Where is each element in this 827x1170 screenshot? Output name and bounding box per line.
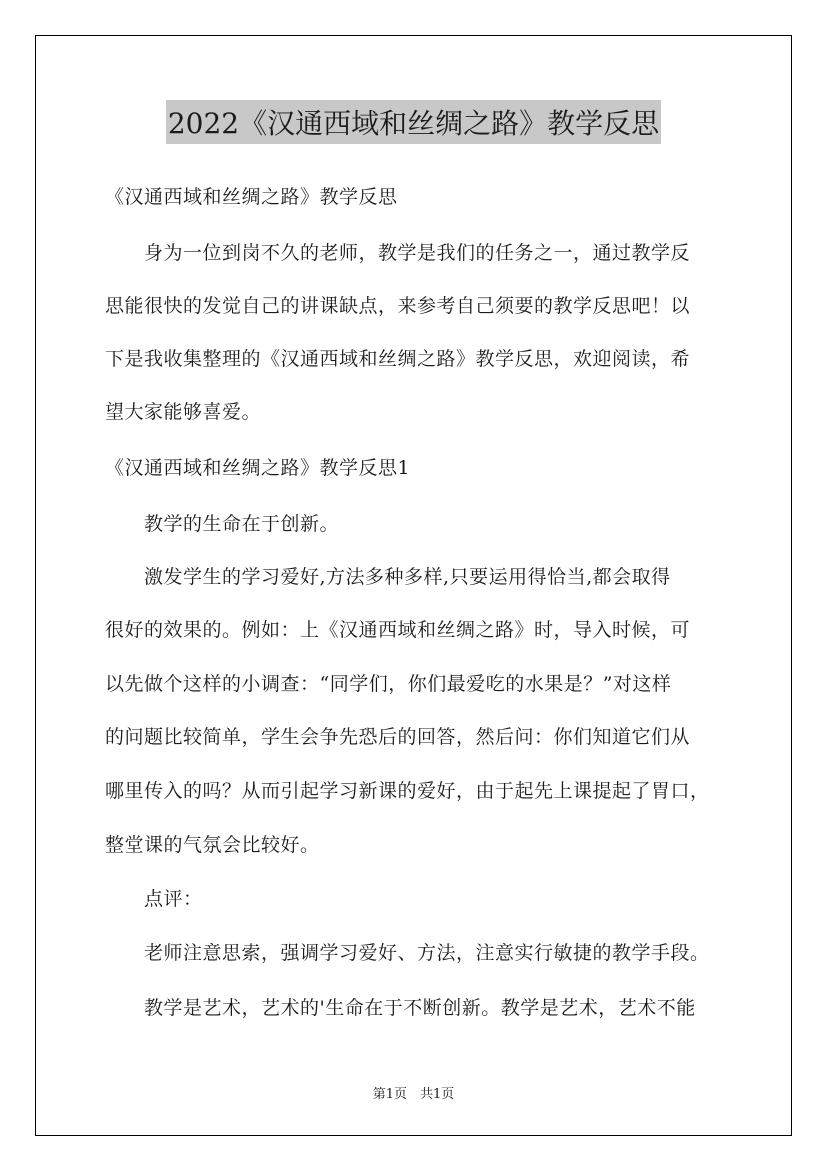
document-title: 2022《汉通西域和丝绸之路》教学反思	[166, 100, 661, 144]
text-line: 身为一位到岗不久的老师，教学是我们的任务之一，通过教学反	[105, 242, 691, 264]
text-line: 激发学生的学习爱好,方法多种多样,只要运用得恰当,都会取得	[105, 566, 671, 588]
text-line: 点评：	[105, 888, 203, 910]
title-container	[0, 100, 827, 144]
text-line: 教学是艺术，艺术的'生命在于不断创新。教学是艺术，艺术不能	[105, 997, 696, 1019]
text-line: 以先做个这样的小调查：“同学们，你们最爱吃的水果是？”对这样	[105, 673, 672, 695]
text-line: 下是我收集整理的《汉通西域和丝绸之路》教学反思，欢迎阅读，希	[105, 348, 691, 370]
text-line: 教学的生命在于创新。	[105, 513, 340, 535]
text-line: 思能很快的发觉自己的讲课缺点，来参考自己须要的教学反思吧！以	[105, 295, 691, 317]
text-line: 哪里传入的吗？从而引起学习新课的爱好，由于起先上课提起了胃口，	[105, 780, 710, 802]
text-line: 整堂课的气氛会比较好。	[105, 834, 320, 856]
text-line: 《汉通西域和丝绸之路》教学反思	[105, 186, 398, 208]
text-line: 很好的效果的。例如：上《汉通西域和丝绸之路》时，导入时候，可	[105, 619, 691, 641]
text-line: 的问题比较简单，学生会争先恐后的回答，然后问：你们知道它们从	[105, 726, 691, 748]
text-line: 老师注意思索，强调学习爱好、方法，注意实行敏捷的教学手段。	[105, 942, 710, 964]
page-number: 第1页 共1页	[372, 1087, 455, 1102]
section-heading: 《汉通西域和丝绸之路》教学反思1	[105, 457, 411, 479]
text-line: 望大家能够喜爱。	[105, 401, 262, 423]
